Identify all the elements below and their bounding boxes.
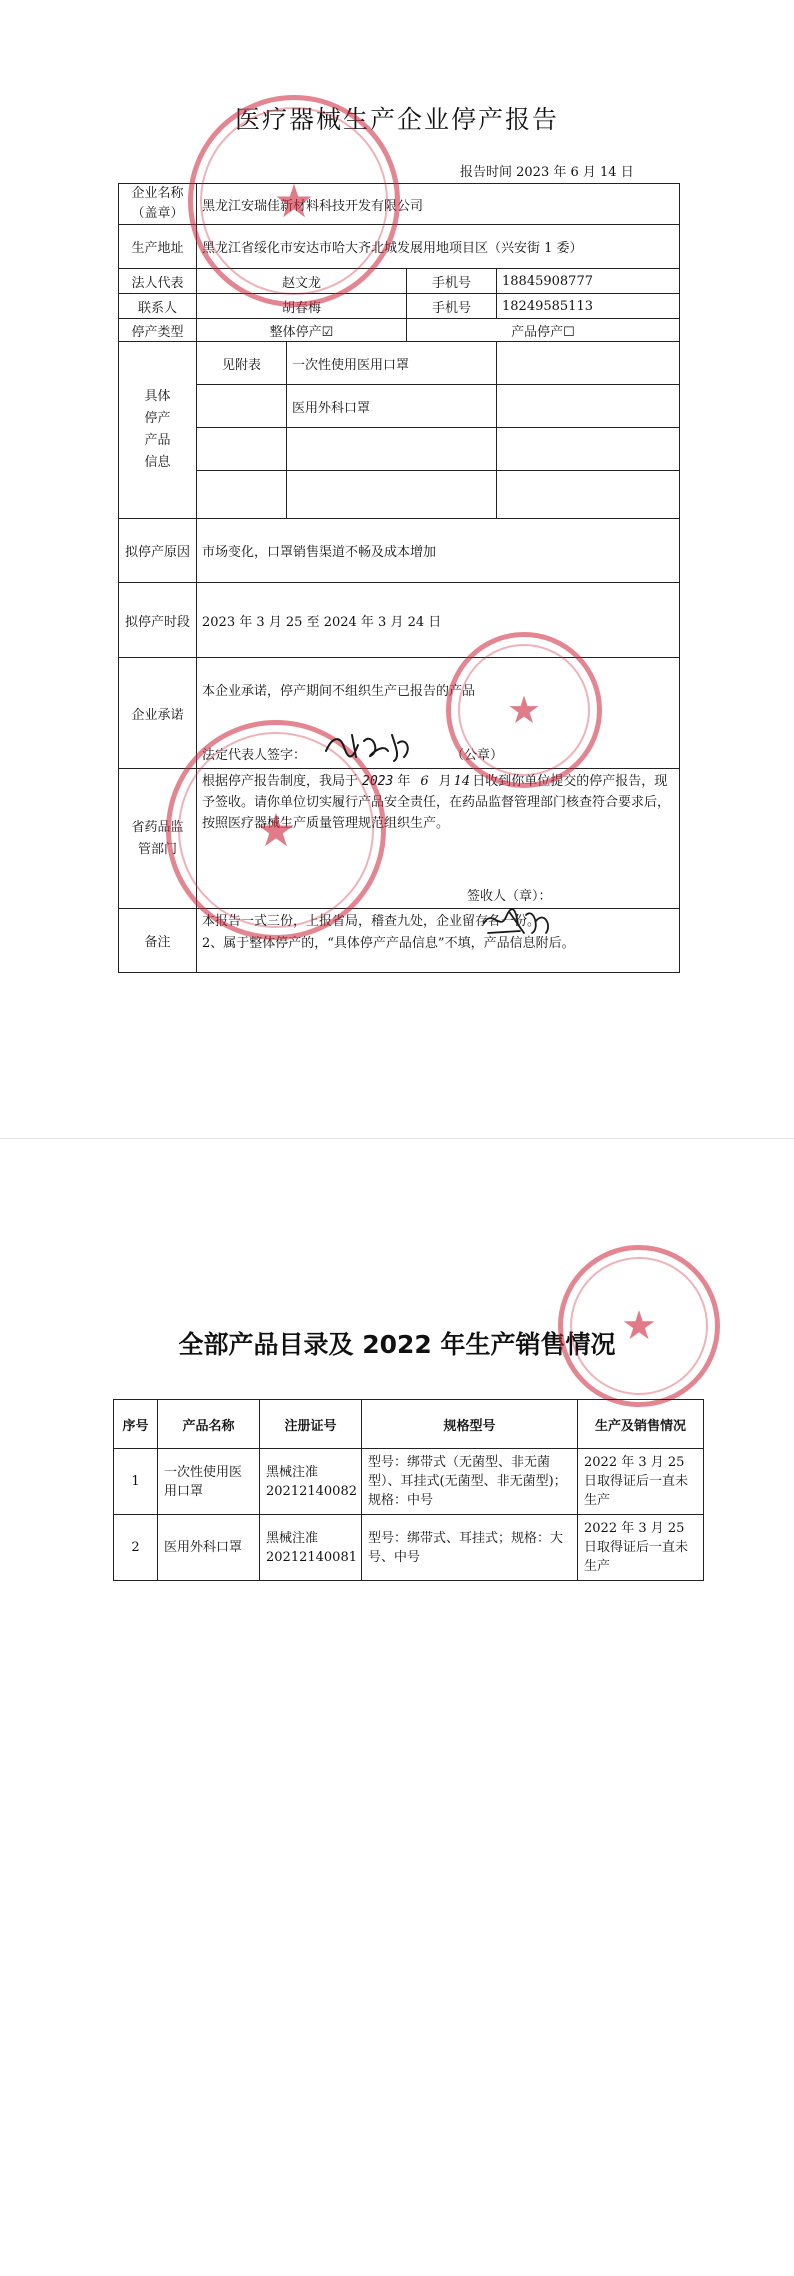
product-empty-cell	[197, 385, 287, 428]
type-label: 停产类型	[119, 319, 197, 342]
dept-day: 14	[453, 774, 471, 789]
product-catalog-table	[113, 1399, 704, 1581]
company-seal-top: ★	[188, 95, 400, 307]
period-value: 2023 年 3 月 25 至 2024 年 3 月 24 日	[197, 583, 680, 658]
table-row	[114, 1449, 704, 1515]
dept-label: 省药品监管部门	[119, 769, 197, 909]
type-product-checkbox: 产品停产☐	[407, 319, 680, 342]
product-item: 一次性使用医用口罩	[287, 342, 497, 385]
company-value: 黑龙江安瑞佳新材料科技开发有限公司	[197, 184, 680, 225]
column-header: 注册证号	[260, 1400, 362, 1449]
cell-index: 2	[114, 1515, 158, 1581]
dept-text-1: 根据停产报告制度，我局于	[202, 774, 359, 789]
cell-product-name: 医用外科口罩	[158, 1515, 260, 1581]
promise-label: 企业承诺	[119, 658, 197, 769]
cell-spec: 型号：绑带式（无菌型、非无菌型）、耳挂式(无菌型、非无菌型)；规格：中号	[362, 1449, 578, 1515]
column-header: 生产及销售情况	[578, 1400, 704, 1449]
product-empty-cell	[197, 471, 287, 519]
cell-registration: 黑械注准20212140082	[260, 1449, 362, 1515]
reason-label: 拟停产原因	[119, 519, 197, 583]
company-seal-middle: ★	[446, 632, 602, 788]
contact-label: 联系人	[119, 294, 197, 319]
column-header: 序号	[114, 1400, 158, 1449]
seal-note: （公章）	[451, 748, 504, 763]
report-date: 报告时间 2023 年 6 月 14 日	[460, 165, 634, 180]
note-1: 本报告一式三份，上报省局，稽查九处，企业留存各一份。	[202, 914, 541, 929]
products-attach: 见附表	[197, 342, 287, 385]
address-value: 黑龙江省绥化市安达市哈大齐北城发展用地项目区（兴安街 1 委）	[197, 225, 680, 269]
cell-status: 2022 年 3 月 25 日取得证后一直未生产	[578, 1515, 704, 1581]
catalog-page	[0, 1140, 794, 2276]
reason-value: 市场变化，口罩销售渠道不畅及成本增加	[197, 519, 680, 583]
receiver-label: 签收人（章）：	[467, 889, 552, 904]
dept-month: 6	[420, 774, 429, 789]
phone-value-1: 18845908777	[497, 269, 680, 294]
table-row	[114, 1515, 704, 1581]
dept-text-3: 月	[438, 774, 452, 789]
products-label: 具体停产产品信息	[119, 342, 197, 519]
product-empty-cell	[497, 428, 680, 471]
period-label: 拟停产时段	[119, 583, 197, 658]
dept-text-2: 年	[397, 774, 411, 789]
product-empty-cell	[287, 471, 497, 519]
product-empty-cell	[197, 428, 287, 471]
report-form-table	[118, 183, 680, 973]
table-header-row	[114, 1400, 704, 1449]
product-empty-cell	[497, 385, 680, 428]
legal-value: 赵文龙	[197, 269, 407, 294]
cell-product-name: 一次性使用医用口罩	[158, 1449, 260, 1515]
dept-text-4: 日收到你单位提交的停产报告，现予签收。请你单位切实履行产品安全责任，在药品监督管理部门核查符合要求后，按照医疗器械生产质量管理规范组织生产。	[202, 774, 671, 831]
promise-cell	[197, 658, 680, 769]
cell-spec: 型号：绑带式、耳挂式；规格：大号、中号	[362, 1515, 578, 1581]
column-header: 产品名称	[158, 1400, 260, 1449]
page-separator	[0, 1138, 794, 1139]
notes-cell	[197, 909, 680, 973]
note-2: 2、属于整体停产的，“具体停产产品信息”不填，产品信息附后。	[202, 936, 575, 951]
column-header: 规格型号	[362, 1400, 578, 1449]
cell-registration: 黑械注准20212140081	[260, 1515, 362, 1581]
legal-label: 法人代表	[119, 269, 197, 294]
contact-value: 胡春梅	[197, 294, 407, 319]
dept-cell	[197, 769, 680, 909]
address-label: 生产地址	[119, 225, 197, 269]
product-empty-cell	[497, 342, 680, 385]
report-title: 医疗器械生产企业停产报告	[234, 105, 559, 134]
product-empty-cell	[287, 428, 497, 471]
legal-sign-label: 法定代表人签字：	[202, 748, 307, 763]
phone-value-2: 18249585113	[497, 294, 680, 319]
phone-label-1: 手机号	[407, 269, 497, 294]
dept-year: 2023	[362, 774, 394, 789]
product-item: 医用外科口罩	[287, 385, 497, 428]
department-seal: ★	[166, 720, 386, 940]
product-empty-cell	[497, 471, 680, 519]
cell-status: 2022 年 3 月 25 日取得证后一直未生产	[578, 1449, 704, 1515]
type-whole-checkbox: 整体停产☑	[197, 319, 407, 342]
cell-index: 1	[114, 1449, 158, 1515]
phone-label-2: 手机号	[407, 294, 497, 319]
company-label: 企业名称（盖章）	[119, 184, 197, 225]
catalog-title: 全部产品目录及 2022 年生产销售情况	[178, 1330, 616, 1359]
company-seal-catalog: ★	[558, 1245, 720, 1407]
promise-text: 本企业承诺，停产期间不组织生产已报告的产品	[202, 684, 476, 699]
dept-text	[202, 771, 674, 834]
notes-label: 备注	[119, 909, 197, 973]
